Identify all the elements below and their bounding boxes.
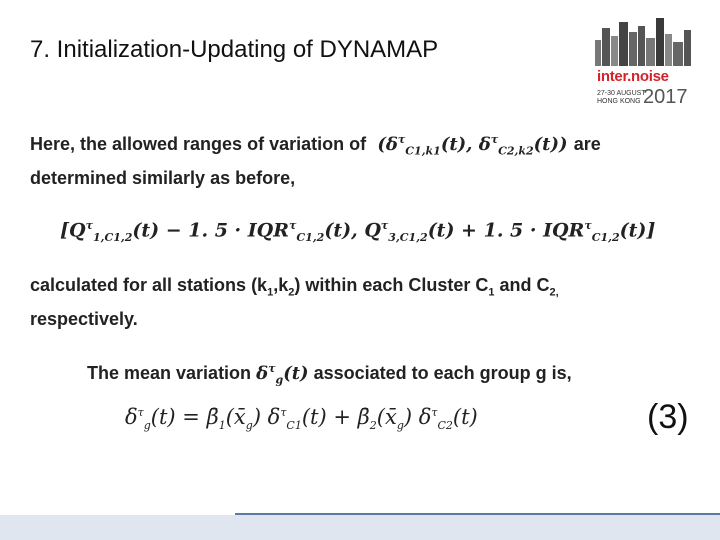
conference-logo: [585, 18, 705, 110]
stations-text3: ) within each Cluster C: [294, 275, 489, 295]
interval-q3-sup: τ: [380, 219, 389, 232]
interval-q1-sup: τ: [85, 219, 93, 232]
logo-year: 2017: [643, 86, 688, 108]
paragraph-mean-variation: [87, 356, 572, 394]
stations-text4: and C: [494, 275, 550, 295]
ranges-line2: determined similarly as before,: [30, 167, 296, 188]
interval-iqr-sub: C1,2: [296, 231, 325, 245]
mean-variation-before: The mean variation: [87, 363, 252, 383]
paragraph-stations: calculated for all stations $(k_1,k_2)$ within each Cluster $C_1$ and $C_{2,}$ respectively.: [30, 275, 559, 329]
mean-variation-formula: $\delta^\tau_g(t)$ = $\betā_1(x̄_g) \delta^\tau_{C1}(t)$ + $\betā_2(x̄_g)$ $\delta^\tau_{C2}(t)$: [125, 405, 478, 433]
paragraph-ranges: [30, 127, 601, 191]
ranges-tail: are: [573, 134, 601, 154]
skyline-icon: [585, 18, 705, 68]
interval-iqr-sup-2: τ: [584, 219, 592, 232]
interval-formula: [$Q^\tau_{1,C1,2}(t) - 1$. $5 \cdot IQR^\tau_{C1,2}(t)$, $Q^\tau_{3,C1,2}(t) + 1$. $5 \cdot IQR^\tau_{C1,2}(t)$]: [60, 219, 656, 245]
interval-arg4: (t)]: [619, 219, 656, 242]
logo-dates-line2: HONG KONG: [597, 98, 641, 105]
interval-q3: Q: [364, 219, 381, 242]
footer-band: [0, 515, 720, 540]
stations-text2: ,k: [273, 275, 289, 295]
slide-title: 7. Initialization-Updating of DYNAMAP: [30, 36, 439, 63]
interval-arg3: (t) + 1. 5 ·: [427, 219, 544, 242]
interval-arg1: (t) − 1. 5 ·: [132, 219, 248, 242]
mean-variation-symbol: $\delta^\tau_g(t)$: [256, 362, 309, 387]
footer-line: [235, 513, 720, 515]
stations-text1: calculated for all stations (k: [30, 275, 268, 295]
ranges-formula: ($\delta^\tau_{C1,k1}(t)$, $\delta^\tau_{C2,k2}(t)$): [371, 133, 574, 158]
interval-q3-sub: 3,C1,2: [388, 231, 428, 245]
interval-iqr: IQR: [247, 219, 290, 242]
interval-iqr-sup: τ: [289, 219, 297, 232]
ranges-text: Here, the allowed ranges of variation of: [30, 134, 367, 154]
interval-arg2: (t),: [324, 219, 365, 242]
stations-line2: respectively.: [30, 308, 138, 329]
logo-dates-line1: 27-30 AUGUST: [597, 90, 646, 97]
interval-q1: Q: [69, 219, 86, 242]
logo-brand: inter.noise: [597, 68, 669, 85]
interval-iqr-2: IQR: [543, 219, 585, 242]
logo-dates: [597, 90, 646, 106]
interval-iqr-sub-2: C1,2: [591, 231, 620, 245]
interval-q1-sub: 1,C1,2: [92, 231, 133, 245]
mean-variation-after: associated to each group g is,: [313, 363, 572, 383]
equation-number: (3): [647, 398, 689, 436]
